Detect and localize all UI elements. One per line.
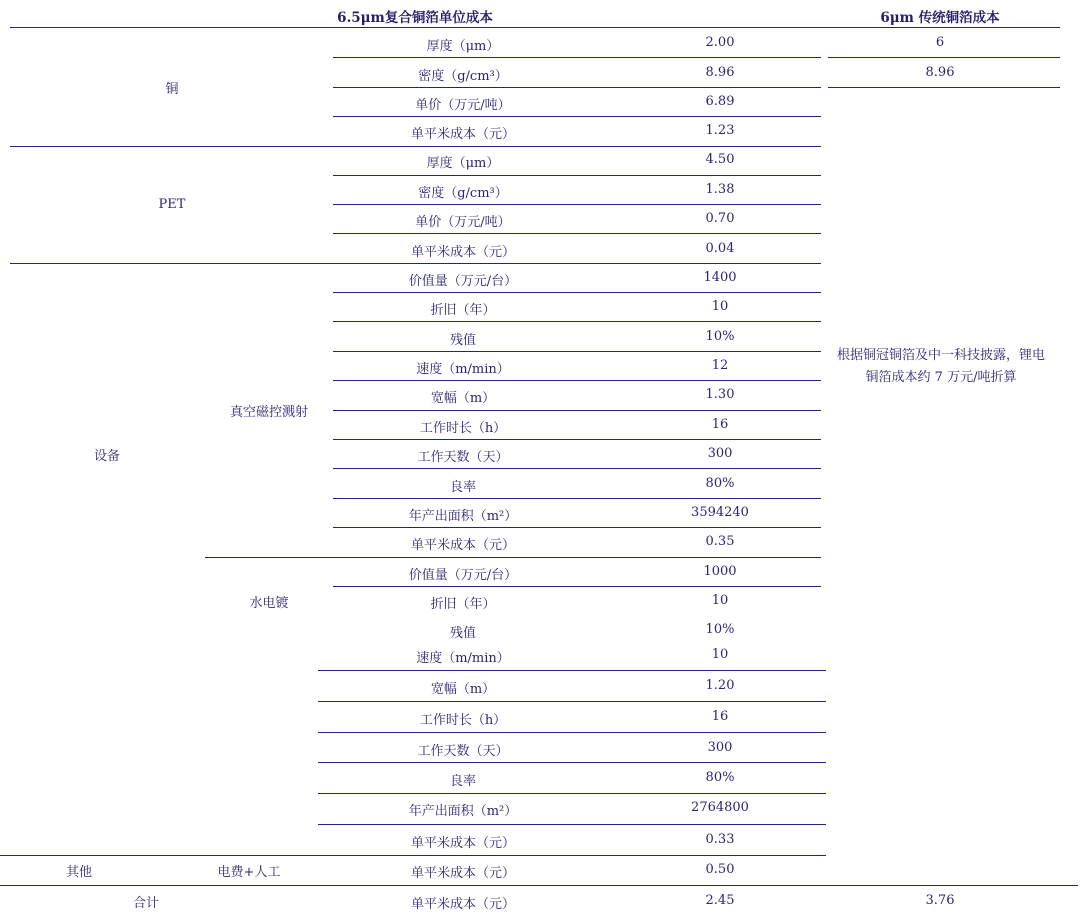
value-cell: 1.23 (705, 123, 735, 138)
row-rule-traditional (828, 87, 1060, 88)
value-cell: 12 (711, 358, 729, 373)
value-cell: 6.89 (705, 94, 735, 109)
header-composite: 6.5μm复合铜箔单位成本 (337, 10, 493, 26)
row-rule (333, 410, 821, 411)
row-rule-traditional (828, 57, 1060, 58)
value-cell: 10 (711, 299, 729, 314)
row-rule (333, 57, 821, 58)
row-rule (333, 351, 821, 352)
param-label: 宽幅（m） (430, 682, 496, 697)
row-rule (318, 701, 826, 702)
value-cell: 80% (705, 476, 735, 491)
param-label: 年产出面积（m²） (408, 509, 518, 524)
group-rule (10, 146, 821, 147)
subgroup-power-labor: 电费+人工 (217, 865, 281, 880)
value-cell: 2764800 (691, 800, 749, 815)
subgroup-vacuum-sputtering: 真空磁控溅射 (229, 405, 309, 420)
value-cell: 16 (711, 417, 729, 432)
group-rule (10, 263, 821, 264)
param-label: 单平米成本（元） (410, 127, 516, 142)
row-rule (318, 732, 826, 733)
param-label: 密度（g/cm³） (418, 186, 508, 201)
value-cell: 10 (711, 593, 729, 608)
row-rule (333, 87, 821, 88)
value-cell: 16 (711, 709, 729, 724)
param-label: 速度（m/min） (416, 362, 510, 377)
value-cell: 0.50 (705, 862, 735, 877)
row-rule (333, 292, 821, 293)
subgroup-water-plating: 水电镀 (249, 596, 289, 611)
row-rule (318, 762, 826, 763)
traditional-value-cell: 8.96 (925, 65, 955, 80)
param-label: 良率 (449, 480, 477, 495)
row-rule (318, 670, 826, 671)
row-rule (333, 498, 821, 499)
row-rule (318, 824, 826, 825)
value-cell: 1.30 (705, 387, 735, 402)
value-cell: 4.50 (705, 152, 735, 167)
param-label: 厚度（μm） (426, 39, 500, 54)
traditional-value-cell: 6 (935, 35, 945, 50)
group-other: 其他 (65, 865, 93, 880)
value-cell: 1.20 (705, 678, 735, 693)
header-rule (10, 27, 1060, 28)
value-cell: 10% (705, 329, 735, 344)
value-cell: 10% (705, 622, 735, 637)
row-rule (333, 468, 821, 469)
param-label: 单平米成本（元） (410, 866, 516, 881)
param-label: 单价（万元/吨） (415, 98, 511, 113)
row-rule (333, 175, 821, 176)
param-label: 残值 (449, 626, 477, 641)
subgroup-rule (205, 557, 821, 558)
traditional-cost-note: 根据铜冠铜箔及中一科技披露，锂电铜箔成本约 7 万元/吨折算 (836, 348, 1045, 385)
value-cell: 2.00 (705, 35, 735, 50)
row-rule (333, 233, 821, 234)
param-label: 单价（万元/吨） (415, 215, 511, 230)
value-cell: 10 (711, 647, 729, 662)
param-label: 速度（m/min） (416, 651, 510, 666)
value-cell: 300 (707, 740, 733, 755)
value-cell: 0.35 (705, 534, 735, 549)
value-cell: 80% (705, 770, 735, 785)
param-label: 工作天数（天） (417, 450, 509, 465)
param-label: 厚度（μm） (426, 156, 500, 171)
header-traditional: 6μm 传统铜箔成本 (880, 10, 1000, 26)
param-label: 单平米成本（元） (410, 897, 516, 912)
value-cell: 0.70 (705, 211, 735, 226)
row-rule (333, 439, 821, 440)
param-label: 工作时长（h） (419, 713, 507, 728)
row-rule (333, 380, 821, 381)
param-label: 价值量（万元/台） (408, 274, 518, 289)
row-rule (333, 586, 821, 587)
value-cell: 2.45 (705, 893, 735, 908)
param-label: 宽幅（m） (430, 391, 496, 406)
value-cell: 1000 (703, 564, 737, 579)
param-label: 单平米成本（元） (410, 538, 516, 553)
group-pet: PET (158, 197, 186, 212)
row-rule (333, 527, 821, 528)
value-cell: 0.33 (705, 832, 735, 847)
param-label: 工作时长（h） (419, 421, 507, 436)
param-label: 残值 (449, 333, 477, 348)
param-label: 年产出面积（m²） (408, 804, 518, 819)
group-rule (0, 855, 826, 856)
param-label: 工作天数（天） (417, 744, 509, 759)
param-label: 单平米成本（元） (410, 245, 516, 260)
traditional-value-cell: 3.76 (925, 893, 955, 908)
param-label: 单平米成本（元） (410, 836, 516, 851)
value-cell: 300 (707, 446, 733, 461)
param-label: 折旧（年） (430, 597, 496, 612)
value-cell: 8.96 (705, 65, 735, 80)
row-rule (333, 321, 821, 322)
param-label: 价值量（万元/台） (408, 568, 518, 583)
row-rule (318, 793, 826, 794)
value-cell: 3594240 (691, 505, 749, 520)
group-equipment: 设备 (93, 449, 121, 464)
param-label: 密度（g/cm³） (418, 69, 508, 84)
group-total: 合计 (132, 896, 160, 911)
value-cell: 0.04 (705, 241, 735, 256)
param-label: 良率 (449, 774, 477, 789)
value-cell: 1.38 (705, 182, 735, 197)
row-rule (333, 116, 821, 117)
value-cell: 1400 (703, 270, 737, 285)
param-label: 折旧（年） (430, 303, 496, 318)
total-rule (0, 885, 1078, 886)
group-copper: 铜 (165, 82, 179, 97)
row-rule (333, 204, 821, 205)
